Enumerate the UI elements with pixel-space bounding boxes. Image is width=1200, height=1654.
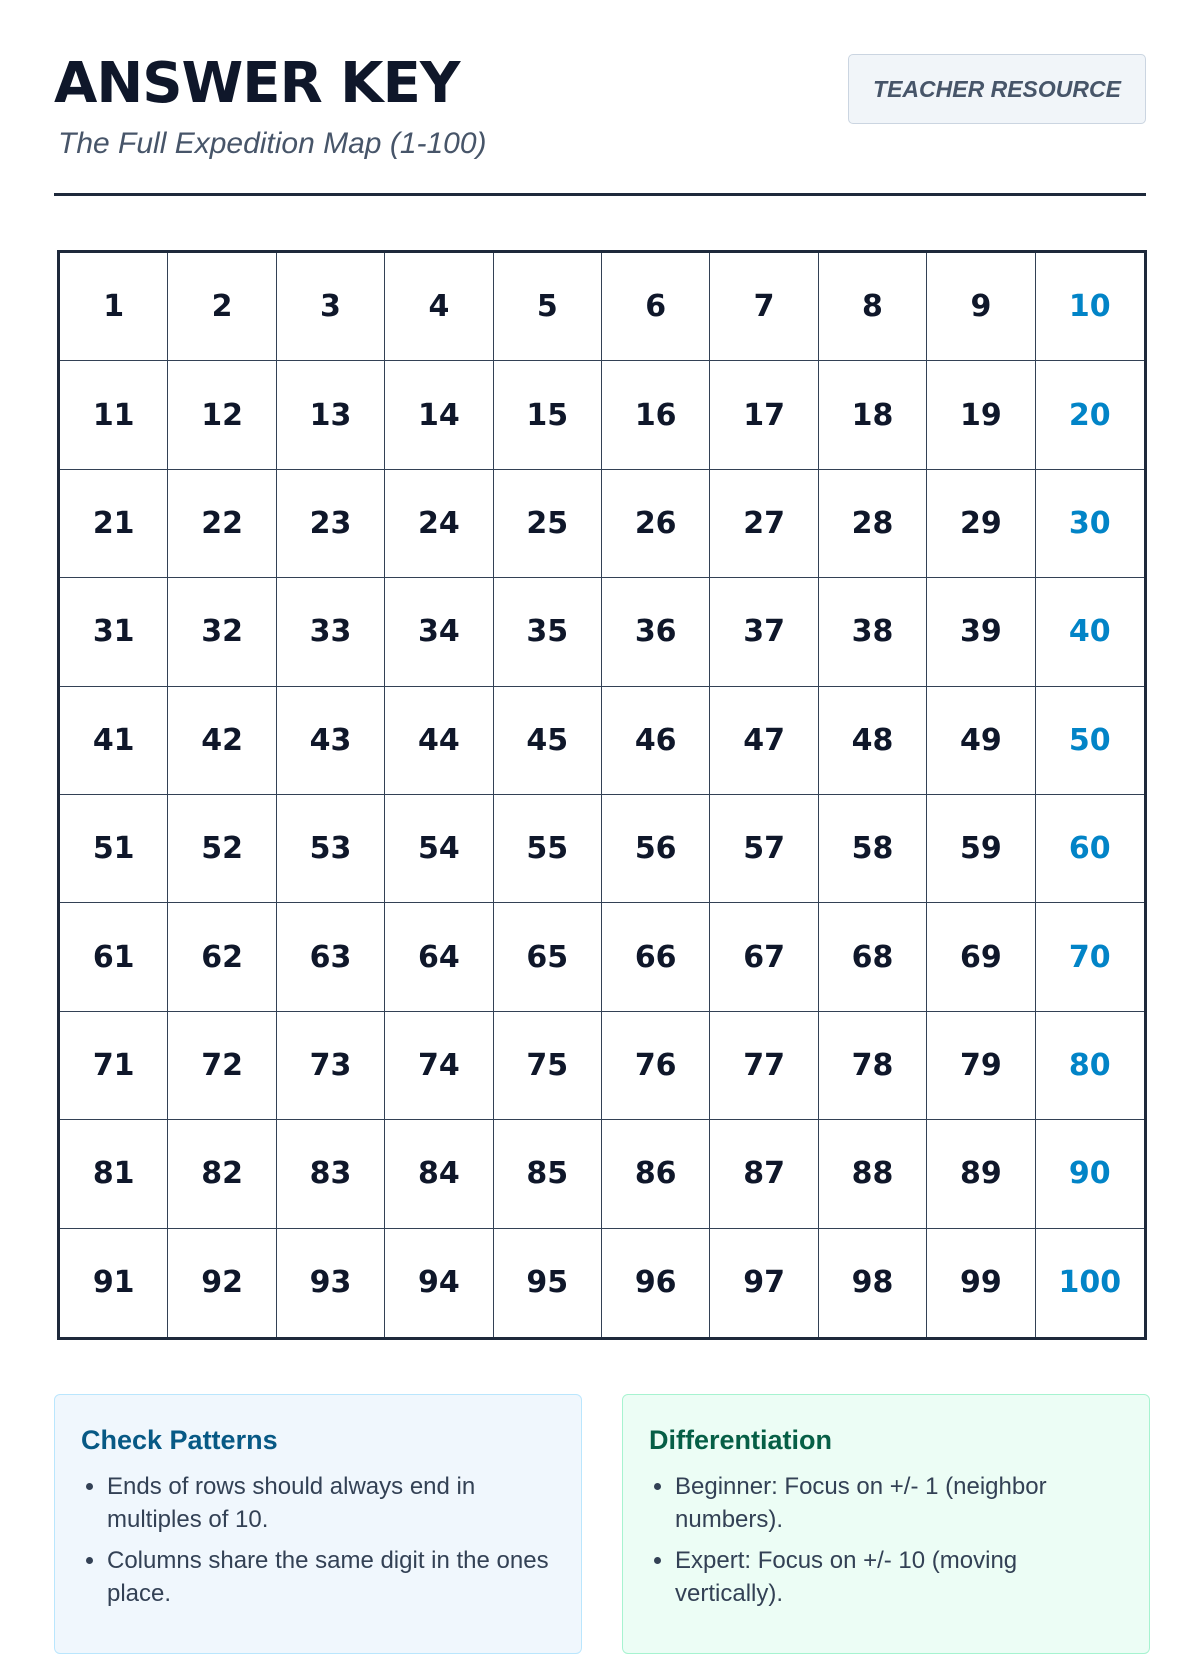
grid-cell: 8 <box>819 253 927 361</box>
grid-cell: 4 <box>385 253 493 361</box>
grid-cell: 21 <box>60 470 168 578</box>
differentiation-list <box>649 1470 1123 1610</box>
grid-cell: 45 <box>494 687 602 795</box>
grid-cell: 16 <box>602 361 710 469</box>
check-patterns-list <box>81 1470 555 1610</box>
grid-cell: 18 <box>819 361 927 469</box>
grid-cell: 30 <box>1036 470 1144 578</box>
grid-cell: 56 <box>602 795 710 903</box>
grid-cell: 10 <box>1036 253 1144 361</box>
grid-cell: 1 <box>60 253 168 361</box>
hundreds-chart-grid <box>57 250 1147 1340</box>
grid-cell: 17 <box>710 361 818 469</box>
list-item: • Expert: Focus on +/- 10 (moving vertically). <box>675 1544 1123 1610</box>
grid-cell: 63 <box>277 903 385 1011</box>
grid-cell: 83 <box>277 1120 385 1228</box>
grid-cell: 7 <box>710 253 818 361</box>
grid-cell: 11 <box>60 361 168 469</box>
grid-cell: 74 <box>385 1012 493 1120</box>
grid-cell: 61 <box>60 903 168 1011</box>
grid-cell: 90 <box>1036 1120 1144 1228</box>
grid-cell: 23 <box>277 470 385 578</box>
grid-cell: 28 <box>819 470 927 578</box>
grid-cell: 60 <box>1036 795 1144 903</box>
grid-cell: 96 <box>602 1229 710 1337</box>
grid-cell: 99 <box>927 1229 1035 1337</box>
teacher-resource-badge: TEACHER RESOURCE <box>848 54 1146 124</box>
grid-cell: 48 <box>819 687 927 795</box>
grid-cell: 26 <box>602 470 710 578</box>
grid-cell: 41 <box>60 687 168 795</box>
grid-cell: 59 <box>927 795 1035 903</box>
grid-cell: 2 <box>168 253 276 361</box>
grid-cell: 87 <box>710 1120 818 1228</box>
page-header <box>54 52 1146 196</box>
grid-cell: 51 <box>60 795 168 903</box>
grid-cell: 64 <box>385 903 493 1011</box>
grid-cell: 92 <box>168 1229 276 1337</box>
list-item: • Columns share the same digit in the ones place. <box>107 1544 555 1610</box>
grid-cell: 38 <box>819 578 927 686</box>
grid-cell: 69 <box>927 903 1035 1011</box>
grid-cell: 33 <box>277 578 385 686</box>
grid-cell: 100 <box>1058 1265 1122 1301</box>
grid-cell: 98 <box>819 1229 927 1337</box>
grid-cell: 80 <box>1036 1012 1144 1120</box>
grid-cell: 71 <box>60 1012 168 1120</box>
grid-cell: 19 <box>927 361 1035 469</box>
grid-cell: 52 <box>168 795 276 903</box>
grid-cell: 27 <box>710 470 818 578</box>
grid-cell: 3 <box>277 253 385 361</box>
grid-cell: 15 <box>494 361 602 469</box>
grid-cell: 93 <box>277 1229 385 1337</box>
grid-cell: 39 <box>927 578 1035 686</box>
grid-cell: 85 <box>494 1120 602 1228</box>
grid-cell: 25 <box>494 470 602 578</box>
grid-cell: 75 <box>494 1012 602 1120</box>
grid-cell: 54 <box>385 795 493 903</box>
grid-cell: 55 <box>494 795 602 903</box>
list-item: • Beginner: Focus on +/- 1 (neighbor numbers). <box>675 1470 1123 1536</box>
page-title: ANSWER KEY <box>54 51 460 116</box>
grid-cell: 13 <box>277 361 385 469</box>
grid-cell: 9 <box>927 253 1035 361</box>
grid-cell: 97 <box>710 1229 818 1337</box>
grid-cell: 65 <box>494 903 602 1011</box>
grid-cell: 40 <box>1036 578 1144 686</box>
grid-cell: 50 <box>1036 687 1144 795</box>
grid-cell: 95 <box>494 1229 602 1337</box>
grid-cell: 70 <box>1036 903 1144 1011</box>
grid-cell: 81 <box>60 1120 168 1228</box>
grid-cell: 72 <box>168 1012 276 1120</box>
grid-cell: 62 <box>168 903 276 1011</box>
grid-cell: 49 <box>927 687 1035 795</box>
grid-cell: 47 <box>710 687 818 795</box>
grid-cell: 43 <box>277 687 385 795</box>
grid-cell: 89 <box>927 1120 1035 1228</box>
grid-cell: 77 <box>710 1012 818 1120</box>
grid-cell: 53 <box>277 795 385 903</box>
grid-cell: 14 <box>385 361 493 469</box>
differentiation-panel <box>622 1394 1150 1654</box>
grid-cell: 44 <box>385 687 493 795</box>
differentiation-title: Differentiation <box>649 1425 833 1455</box>
grid-cell: 67 <box>710 903 818 1011</box>
page-subtitle: The Full Expedition Map (1-100) <box>58 127 487 160</box>
grid-cell: 68 <box>819 903 927 1011</box>
check-patterns-panel <box>54 1394 582 1654</box>
check-patterns-title: Check Patterns <box>81 1425 278 1455</box>
grid-cell: 58 <box>819 795 927 903</box>
list-item: • Ends of rows should always end in multiples of 10. <box>107 1470 555 1536</box>
grid-cell: 86 <box>602 1120 710 1228</box>
grid-cell: 91 <box>60 1229 168 1337</box>
grid-cell: 42 <box>168 687 276 795</box>
grid-cell: 12 <box>168 361 276 469</box>
grid-cell: 35 <box>494 578 602 686</box>
grid-cell: 6 <box>602 253 710 361</box>
grid-cell: 22 <box>168 470 276 578</box>
grid-cell: 31 <box>60 578 168 686</box>
grid-cell: 66 <box>602 903 710 1011</box>
grid-cell: 29 <box>927 470 1035 578</box>
grid-cell: 94 <box>385 1229 493 1337</box>
grid-cell: 36 <box>602 578 710 686</box>
grid-cell: 46 <box>602 687 710 795</box>
grid-cell: 76 <box>602 1012 710 1120</box>
grid-cell: 79 <box>927 1012 1035 1120</box>
grid-cell: 37 <box>710 578 818 686</box>
grid-cell: 57 <box>710 795 818 903</box>
grid-cell: 32 <box>168 578 276 686</box>
grid-cell: 82 <box>168 1120 276 1228</box>
grid-cell: 84 <box>385 1120 493 1228</box>
grid-cell: 5 <box>494 253 602 361</box>
grid-cell: 78 <box>819 1012 927 1120</box>
grid-cell: 34 <box>385 578 493 686</box>
grid-cell: 24 <box>385 470 493 578</box>
grid-cell: 20 <box>1036 361 1144 469</box>
grid-cell: 73 <box>277 1012 385 1120</box>
grid-cell: 88 <box>819 1120 927 1228</box>
